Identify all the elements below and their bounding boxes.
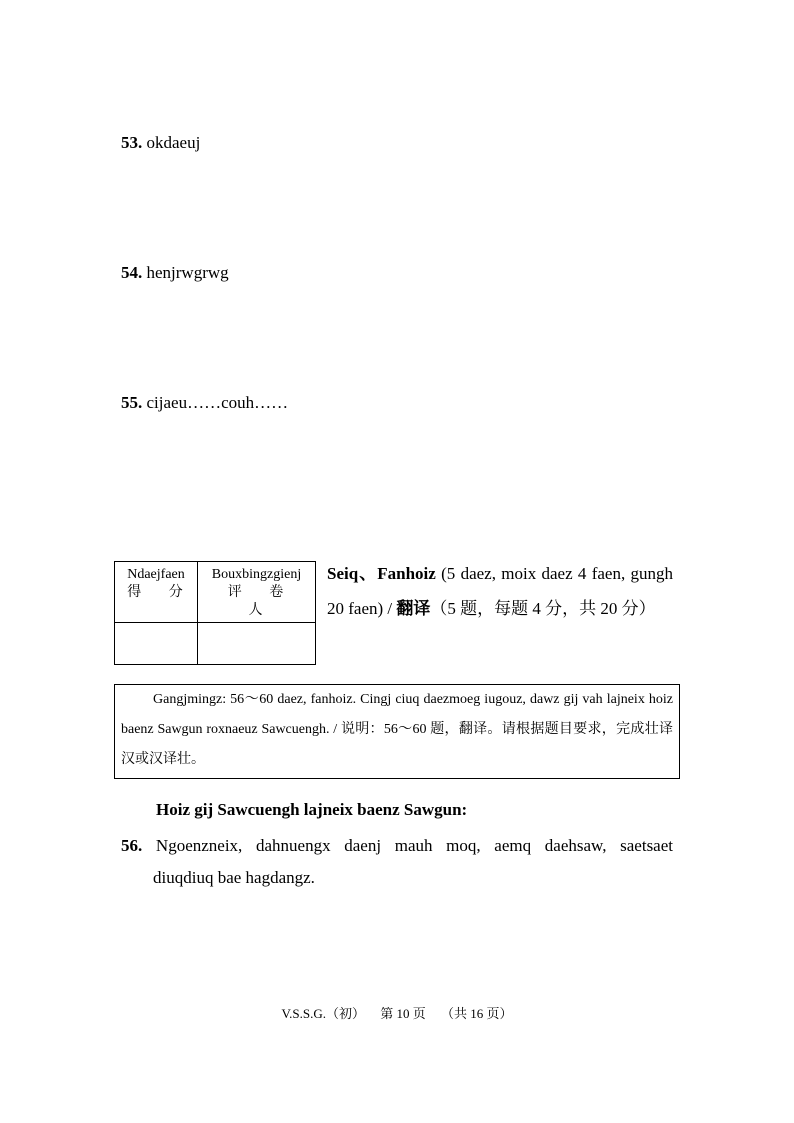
section-desc: (5 daez, moix daez 4 faen, gungh 20 faen) / bbox=[327, 564, 673, 618]
grader-cell[interactable] bbox=[198, 623, 316, 665]
question-number: 55. bbox=[121, 393, 143, 412]
section-title: Seiq、Fanhoiz bbox=[327, 564, 436, 583]
question-56 bbox=[121, 830, 673, 894]
section-heading bbox=[327, 556, 673, 626]
instructions-text: Gangjmingz: 56～60 daez, fanhoiz. Cingj ciuq daezmoeg iugouz, dawz gij vah lajneix hoiz baenz Sawgun roxnaeuz Sawcuengh. / 说明：56～60 题，翻译。请根据题目要求，完成壮译汉或汉译壮。 bbox=[121, 692, 673, 767]
score-header-latin: Ndaejfaen bbox=[127, 567, 185, 582]
question-56-line1 bbox=[121, 830, 673, 862]
section-title-cn: 翻译 bbox=[396, 599, 431, 618]
grader-header bbox=[198, 562, 316, 623]
grader-header-cn: 评 卷 人 bbox=[227, 585, 296, 618]
question-54 bbox=[121, 263, 229, 283]
total-pages: （共 16 页） bbox=[441, 1006, 513, 1021]
page-footer bbox=[0, 1003, 794, 1022]
score-header bbox=[115, 562, 198, 623]
question-56-line2: diuqdiuq bae hagdangz. bbox=[153, 868, 315, 887]
question-55 bbox=[121, 393, 288, 413]
question-number: 53. bbox=[121, 133, 143, 152]
instructions-box bbox=[114, 684, 680, 779]
subheading: Hoiz gij Sawcuengh lajneix baenz Sawgun: bbox=[156, 800, 468, 819]
question-text: cijaeu……couh…… bbox=[146, 393, 289, 412]
page-number: 第 10 页 bbox=[380, 1006, 426, 1021]
question-text: henjrwgrwg bbox=[146, 263, 229, 282]
question-number: 56. bbox=[121, 836, 143, 855]
question-text: okdaeuj bbox=[146, 133, 201, 152]
score-header-cn: 得 分 bbox=[127, 585, 195, 600]
question-text: Ngoenzneix, dahnuengx daenj mauh moq, aemq daehsaw, saetsaet bbox=[155, 836, 673, 855]
question-53 bbox=[121, 133, 200, 153]
question-number: 54. bbox=[121, 263, 143, 282]
score-cell[interactable] bbox=[115, 623, 198, 665]
grader-header-latin: Bouxbingzgienj bbox=[211, 567, 302, 582]
section-desc-cn: （5 题，每题 4 分，共 20 分） bbox=[430, 599, 656, 618]
score-table bbox=[114, 561, 316, 665]
exam-code: V.S.S.G.（初） bbox=[281, 1006, 366, 1021]
